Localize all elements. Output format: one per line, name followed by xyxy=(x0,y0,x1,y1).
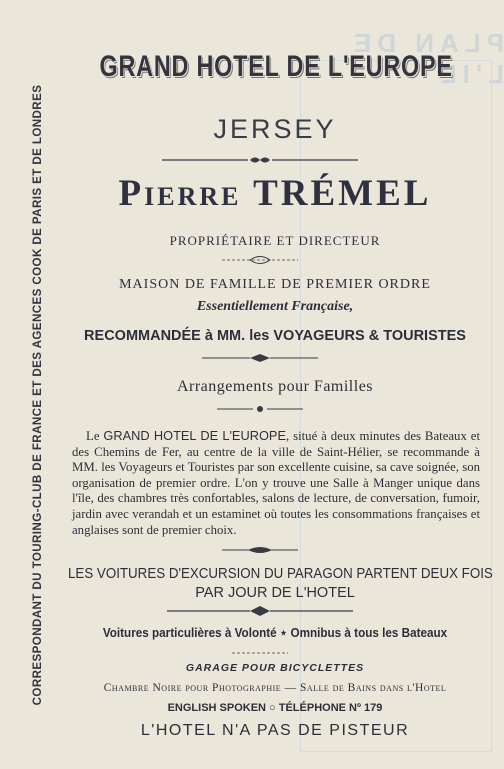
description-body: , situé à deux minutes des Bateaux et des Chemins de Fer, au centre de la ville de Saint-Hélier, se recommande à MM. les Voyageurs et Touristes par son excellente cuisine, sa cave soignée, son organisation de premier ordre. L'on y trouve une Salle à Manger unique dans l'île, des chambres très confortables, salons de lecture, de conversation, fumoir, jardin avec verandah et un estaminet où toutes les consommations françaises et anglaises sont de premier choix. xyxy=(72,429,480,537)
ornament-divider-2 xyxy=(200,352,320,364)
bleed-through-map-title: PLAN DE L'IL xyxy=(347,28,504,89)
description-hotel-name: GRAND HOTEL DE L'EUROPE xyxy=(103,428,286,443)
excursion-line-1: LES VOITURES D'EXCURSION DU PARAGON PARTENT DEUX FOIS xyxy=(68,566,493,582)
english-telephone-line: ENGLISH SPOKEN ○ TÉLÉPHONE Nº 179 xyxy=(167,702,383,714)
garage-line: GARAGE POUR BICYCLETTES xyxy=(185,662,365,674)
owner-name: Pierre TRÉMEL xyxy=(118,173,432,214)
ornament-divider-3 xyxy=(215,403,305,415)
no-pisteur-line: L'HOTEL N'A PAS DE PISTEUR xyxy=(140,722,410,739)
hotel-name: GRAND HOTEL DE L'EUROPE xyxy=(99,50,453,83)
small-ornament xyxy=(220,254,300,266)
darkroom-line: Chambre Noire pour Photographie — Salle de Bains dans l'Hotel xyxy=(103,682,447,694)
city-name: JERSEY xyxy=(213,114,337,144)
description-paragraph xyxy=(72,428,480,538)
ornament-divider-5 xyxy=(165,605,355,617)
private-cars-line: Voitures particulières à Volonté ⋆ Omnibus à tous les Bateaux xyxy=(102,625,448,640)
side-correspondent-text: CORRESPONDANT DU TOURING-CLUB DE FRANCE ET DES AGENCES COOK DE PARIS ET DE LONDRES xyxy=(31,84,44,706)
owner-role: PROPRIÉTAIRE ET DIRECTEUR xyxy=(169,233,381,248)
ornament-divider-4 xyxy=(220,544,300,556)
arrangements-heading: Arrangements pour Familles xyxy=(176,378,374,395)
description-lead: Le xyxy=(86,429,104,443)
recommendation-line: RECOMMANDÉE à MM. les VOYAGEURS & TOURISTES xyxy=(84,328,466,344)
essentiellement-francaise: Essentiellement Française, xyxy=(196,299,354,314)
ornament-divider xyxy=(160,154,360,166)
excursion-line-2: PAR JOUR DE L'HOTEL xyxy=(195,585,355,601)
small-ornament-2 xyxy=(230,647,290,659)
maison-de-famille: MAISON DE FAMILLE DE PREMIER ORDRE xyxy=(119,277,431,292)
